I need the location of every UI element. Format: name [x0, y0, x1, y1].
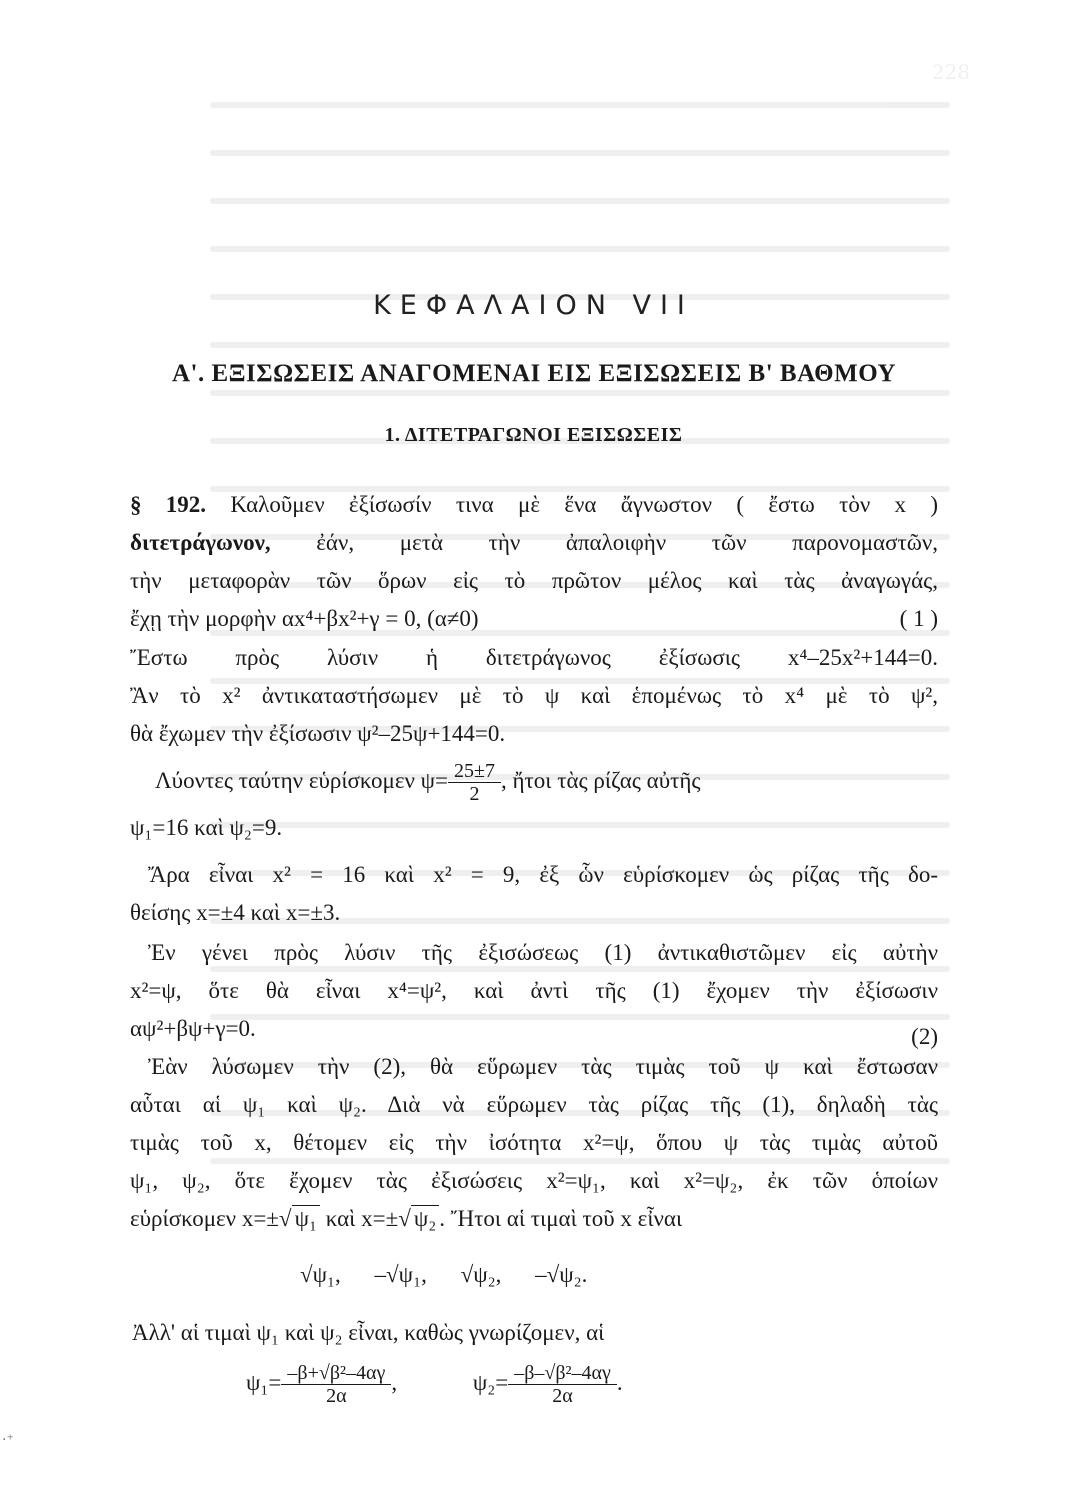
- solving-suffix: , ἤτοι τὰς ρίζας αὐτῆς: [501, 767, 701, 793]
- psi2-numerator: –β–√β²–4αγ: [508, 1362, 617, 1385]
- roots-line: ψ₁=16 καὶ ψ₂=9.: [130, 815, 283, 840]
- example-line-3: θὰ ἔχωμεν τὴν ἐξίσωσιν ψ²–25ψ+144=0.: [130, 721, 506, 746]
- psi2-fraction: [508, 1362, 617, 1407]
- general-line-2: x²=ψ, ὅτε θὰ εἶναι x⁴=ψ², καὶ ἀντὶ τῆς (1) ἔχομεν τὴν ἐξίσωσιν: [130, 978, 938, 1003]
- subsection-heading: 1. ΔΙΤΕΤΡΑΓΩΝΟΙ ΕΞΙΣΩΣΕΙΣ: [384, 424, 683, 446]
- example-line-1: Ἔστω πρὸς λύσιν ἡ διτετράγωνος ἐξίσωσις x⁴–25x²+144=0.: [130, 645, 938, 670]
- general-line-7: ψ₁, ψ₂, ὅτε ἔχομεν τὰς ἐξισώσεις x²=ψ₁, καὶ x²=ψ₂, ἐκ τῶν ὁποίων: [130, 1168, 938, 1193]
- defined-term: διτετράγωνον,: [130, 530, 271, 555]
- psi2-end: .: [616, 1369, 623, 1395]
- root-4: –√ψ₂.: [535, 1262, 588, 1287]
- general-line-8: [130, 1206, 938, 1232]
- general-line-6: τιμὰς τοῦ x, θέτομεν εἰς τὴν ἰσότητα x²=ψ, ὅπου ψ τὰς τιμὰς αὐτοῦ: [130, 1130, 938, 1155]
- definition-text: ἐάν, μετὰ τὴν ἀπαλοιφὴν τῶν παρονομαστῶν,: [316, 530, 939, 555]
- general-line-5: αὗται αἱ ψ₁ καὶ ψ₂. Διὰ νὰ εὕρωμεν τὰς ρίζας τῆς (1), δηλαδὴ τὰς: [130, 1092, 938, 1117]
- paragraph-192-line-3: τὴν μεταφορὰν τῶν ὅρων εἰς τὸ πρῶτον μέλος καὶ τὰς ἀναγωγάς,: [130, 568, 938, 593]
- radicand-psi1: ψ₁: [292, 1205, 320, 1231]
- general-line-1: Ἐν γένει πρὸς λύσιν τῆς ἐξισώσεως (1) ἀντικαθιστῶμεν εἰς αὐτὴν: [148, 940, 938, 965]
- root-3: √ψ₂,: [460, 1262, 502, 1287]
- psi1-fraction: [281, 1362, 391, 1407]
- psi-formulas: [246, 1362, 846, 1407]
- ara-line-1: Ἄρα εἶναι x² = 16 καὶ x² = 9, ἐξ ὧν εὑρίσκομεν ὡς ρίζας τῆς δο-: [148, 862, 938, 887]
- general-line-4: Ἐὰν λύσωμεν τὴν (2), θὰ εὕρωμεν τὰς τιμὰς τοῦ ψ καὶ ἔστωσαν: [148, 1054, 938, 1079]
- general-line-3: [130, 1016, 938, 1049]
- equation-label-1: ( 1 ): [899, 606, 938, 631]
- roots-list: [300, 1262, 700, 1288]
- reduced-equation: αψ²+βψ+γ=0.: [130, 1016, 256, 1041]
- line8-part-a: εὑρίσκομεν x=±√: [130, 1206, 292, 1231]
- ghost-page-number: 228: [931, 60, 970, 84]
- section-marker: § 192.: [130, 492, 207, 517]
- psi1-denominator: 2α: [326, 1385, 347, 1407]
- general-line-all: Ἀλλ' αἱ τιμαὶ ψ₁ καὶ ψ₂ εἶναι, καθὼς γνωρίζομεν, αἱ: [132, 1320, 605, 1345]
- chapter-heading: ΚΕΦΑΛΑΙΟΝ VII: [373, 290, 694, 321]
- paragraph-192-line-4: [130, 606, 938, 632]
- example-line-2: Ἂν τὸ x² ἀντικαταστήσωμεν μὲ τὸ ψ καὶ ἑπομένως τὸ x⁴ μὲ τὸ ψ²,: [130, 683, 938, 708]
- fraction-numerator: 25±7: [448, 760, 501, 783]
- definition-text: Καλοῦμεν ἐξίσωσίν τινα μὲ ἕνα ἄγνωστον ( ἔστω τὸν x ): [230, 492, 938, 517]
- ara-line-2: θείσης x=±4 καὶ x=±3.: [130, 900, 341, 925]
- radicand-psi2: ψ₂: [411, 1205, 439, 1231]
- paragraph-192-line-2: [130, 530, 938, 556]
- fraction-25-pm-7: [448, 760, 501, 805]
- root-2: –√ψ₁,: [374, 1262, 427, 1287]
- section-heading: Α'. ΕΞΙΣΩΣΕΙΣ ΑΝΑΓΟΜΕΝΑΙ ΕΙΣ ΕΞΙΣΩΣΕΙΣ Β' ΒΑΘΜΟΥ: [171, 360, 897, 387]
- psi2-label: ψ₂=: [472, 1369, 509, 1395]
- line8-part-b: καὶ x=±√: [319, 1206, 411, 1231]
- line8-part-c: . Ἤτοι αἱ τιμαὶ τοῦ x εἶναι: [439, 1206, 683, 1231]
- biquadratic-form: ἔχῃ τὴν μορφὴν αx⁴+βx²+γ = 0, (α≠0): [130, 606, 479, 631]
- psi1-label: ψ₁=: [246, 1369, 282, 1395]
- psi1-numerator: –β+√β²–4αγ: [281, 1362, 391, 1385]
- scan-specks: ·⁺: [2, 1432, 14, 1448]
- fraction-denominator: 2: [469, 783, 480, 805]
- psi2-denominator: 2α: [552, 1385, 573, 1407]
- solving-prefix: Λύοντες ταύτην εὑρίσκομεν ψ=: [155, 767, 449, 793]
- root-1: √ψ₁,: [300, 1262, 341, 1287]
- paragraph-192-line-1: [130, 492, 938, 518]
- solving-line: [155, 760, 938, 805]
- psi1-separator: ,: [391, 1369, 398, 1395]
- equation-label-2: (2): [911, 1024, 938, 1049]
